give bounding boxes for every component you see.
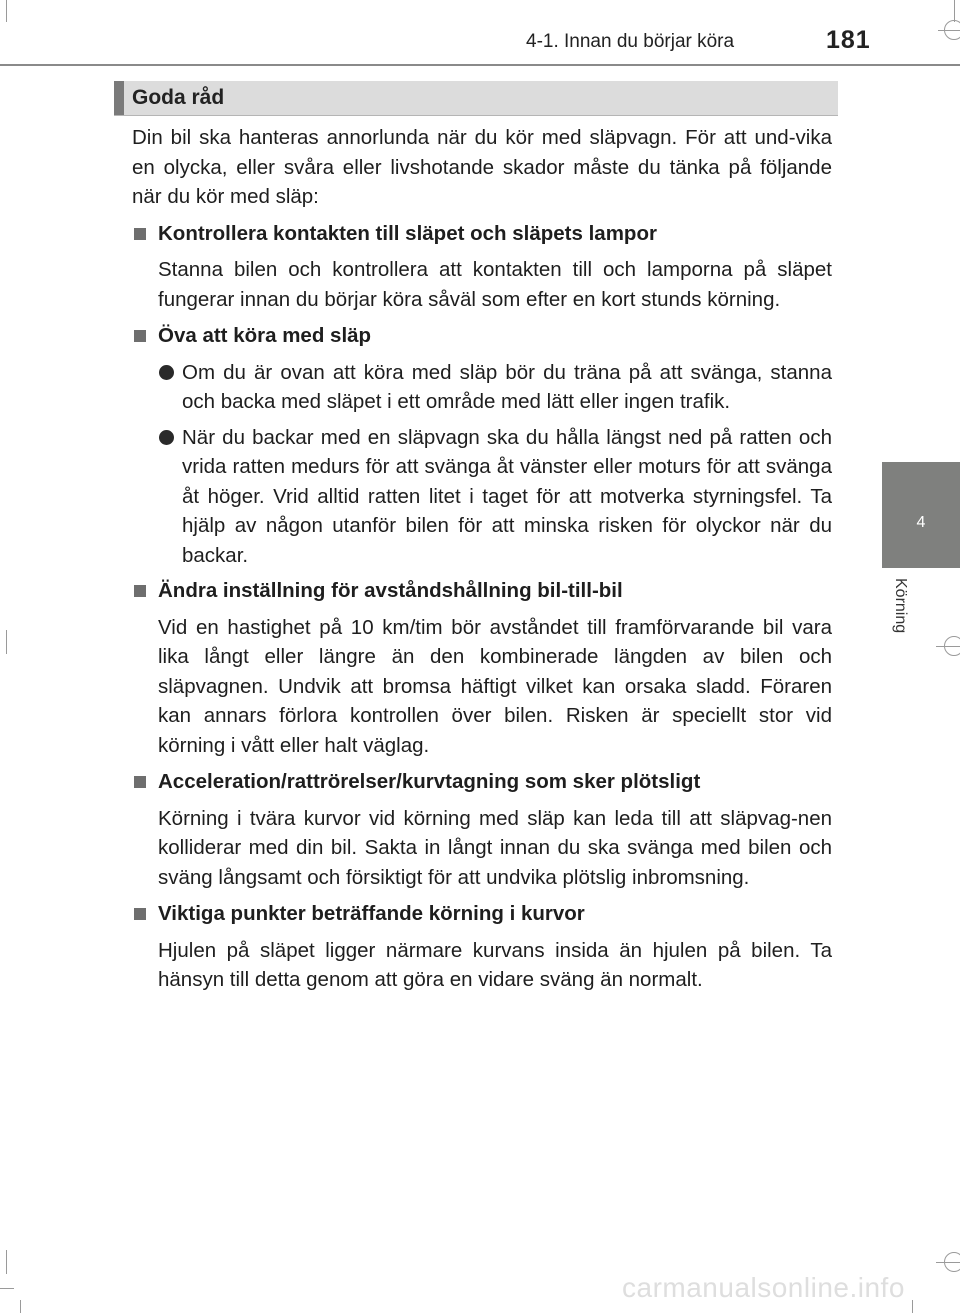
chapter-label-text: Körning bbox=[892, 578, 909, 634]
section-heading-text: Öva att köra med släp bbox=[158, 324, 372, 347]
chapter-number: 4 bbox=[916, 514, 926, 531]
round-bullet-icon bbox=[159, 365, 174, 380]
section-heading-text: Acceleration/rattrörelser/kurvtagning som sker plötsligt bbox=[158, 770, 701, 793]
bullet-item bbox=[158, 358, 832, 417]
registration-mark bbox=[944, 1252, 960, 1272]
section-heading-text: Viktiga punkter beträffande körning i kurvor bbox=[158, 902, 585, 925]
section-paragraph: Hjulen på släpet ligger närmare kurvans insida än hjulen på bilen. Ta hänsyn till detta genom att göra en vidare sväng än normalt. bbox=[158, 938, 832, 991]
section-distance bbox=[132, 576, 832, 760]
section-heading bbox=[132, 576, 832, 606]
crop-mark bbox=[6, 1250, 7, 1274]
section-contacts bbox=[132, 219, 832, 315]
square-bullet-icon bbox=[134, 776, 146, 788]
bullet-item bbox=[158, 423, 832, 571]
section-heading bbox=[132, 219, 832, 249]
header-rule bbox=[0, 64, 960, 66]
crop-mark bbox=[6, 0, 7, 22]
section-heading-text: Kontrollera kontakten till släpet och släpets lampor bbox=[158, 221, 657, 245]
section-heading bbox=[132, 767, 832, 797]
registration-mark bbox=[944, 636, 960, 656]
page-number: 181 bbox=[826, 26, 871, 54]
section-sudden-moves bbox=[132, 767, 832, 892]
watermark: carmanualsonline.info bbox=[622, 1272, 905, 1303]
tips-box-heading bbox=[114, 81, 838, 115]
square-bullet-icon bbox=[134, 908, 146, 920]
section-curves bbox=[132, 899, 832, 995]
square-bullet-icon bbox=[134, 585, 146, 597]
square-bullet-icon bbox=[134, 330, 146, 342]
tips-box-title: Goda råd bbox=[132, 86, 225, 109]
bullet-text: Om du är ovan att köra med släp bör du träna på att svänga, stanna och backa med släpet i ett område med lätt eller ingen trafik. bbox=[182, 360, 832, 413]
crop-mark bbox=[954, 0, 955, 22]
section-heading bbox=[132, 899, 832, 929]
section-paragraph: Körning i tvära kurvor vid körning med släp kan leda till att släpvag-nen kolliderar med din bil. Sakta in långt innan du ska svänga med bilen och sväng långsamt och försiktigt för att undvika plötslig inbromsning. bbox=[158, 806, 832, 889]
bullet-text: När du backar med en släpvagn ska du hålla längst ned på ratten och vrida ratten medurs för att svänga åt vänster eller moturs för att svänga åt höger. Vrid alltid ratten litet i taget för att motverka styrningsfel. Ta hjälp av någon utanför bilen för att minska risken för olyckor när du backar. bbox=[182, 425, 832, 567]
section-heading bbox=[132, 321, 832, 351]
section-paragraph: Stanna bilen och kontrollera att kontakten till och lamporna på släpet fungerar innan du börjar köra såväl som efter en kort stunds körning. bbox=[158, 258, 832, 311]
crop-mark bbox=[20, 1300, 21, 1313]
tips-box-rule bbox=[114, 115, 838, 116]
tips-box-accent-bar bbox=[114, 81, 124, 115]
section-paragraph: Vid en hastighet på 10 km/tim bör avståndet till framförvarande bil vara lika långt eller längre än den kombinerade längden av bilen och släpvagnen. Undvik att bromsa häftigt vilket kan orsaka sladd. Föraren kan annars förlora kontrollen över bilen. Risken är speciellt stor vid körning i vått eller halt väglag. bbox=[158, 615, 832, 757]
intro-paragraph: Din bil ska hanteras annorlunda när du kör med släpvagn. För att und-vika en olycka, eller svåra eller livshotande skador måste du tänka på följande när du kör med släp: bbox=[132, 126, 832, 208]
running-header-section: 4-1. Innan du börjar köra bbox=[526, 31, 735, 52]
chapter-label bbox=[889, 578, 909, 658]
crop-mark bbox=[912, 1300, 913, 1313]
section-heading-text: Ändra inställning för avståndshållning bil-till-bil bbox=[158, 579, 623, 602]
body-content bbox=[132, 123, 832, 1002]
square-bullet-icon bbox=[134, 228, 146, 240]
round-bullet-icon bbox=[159, 430, 174, 445]
registration-mark bbox=[944, 20, 960, 40]
section-practice bbox=[132, 321, 832, 570]
crop-mark bbox=[6, 630, 7, 654]
crop-mark bbox=[0, 1288, 14, 1289]
chapter-tab bbox=[882, 462, 960, 568]
